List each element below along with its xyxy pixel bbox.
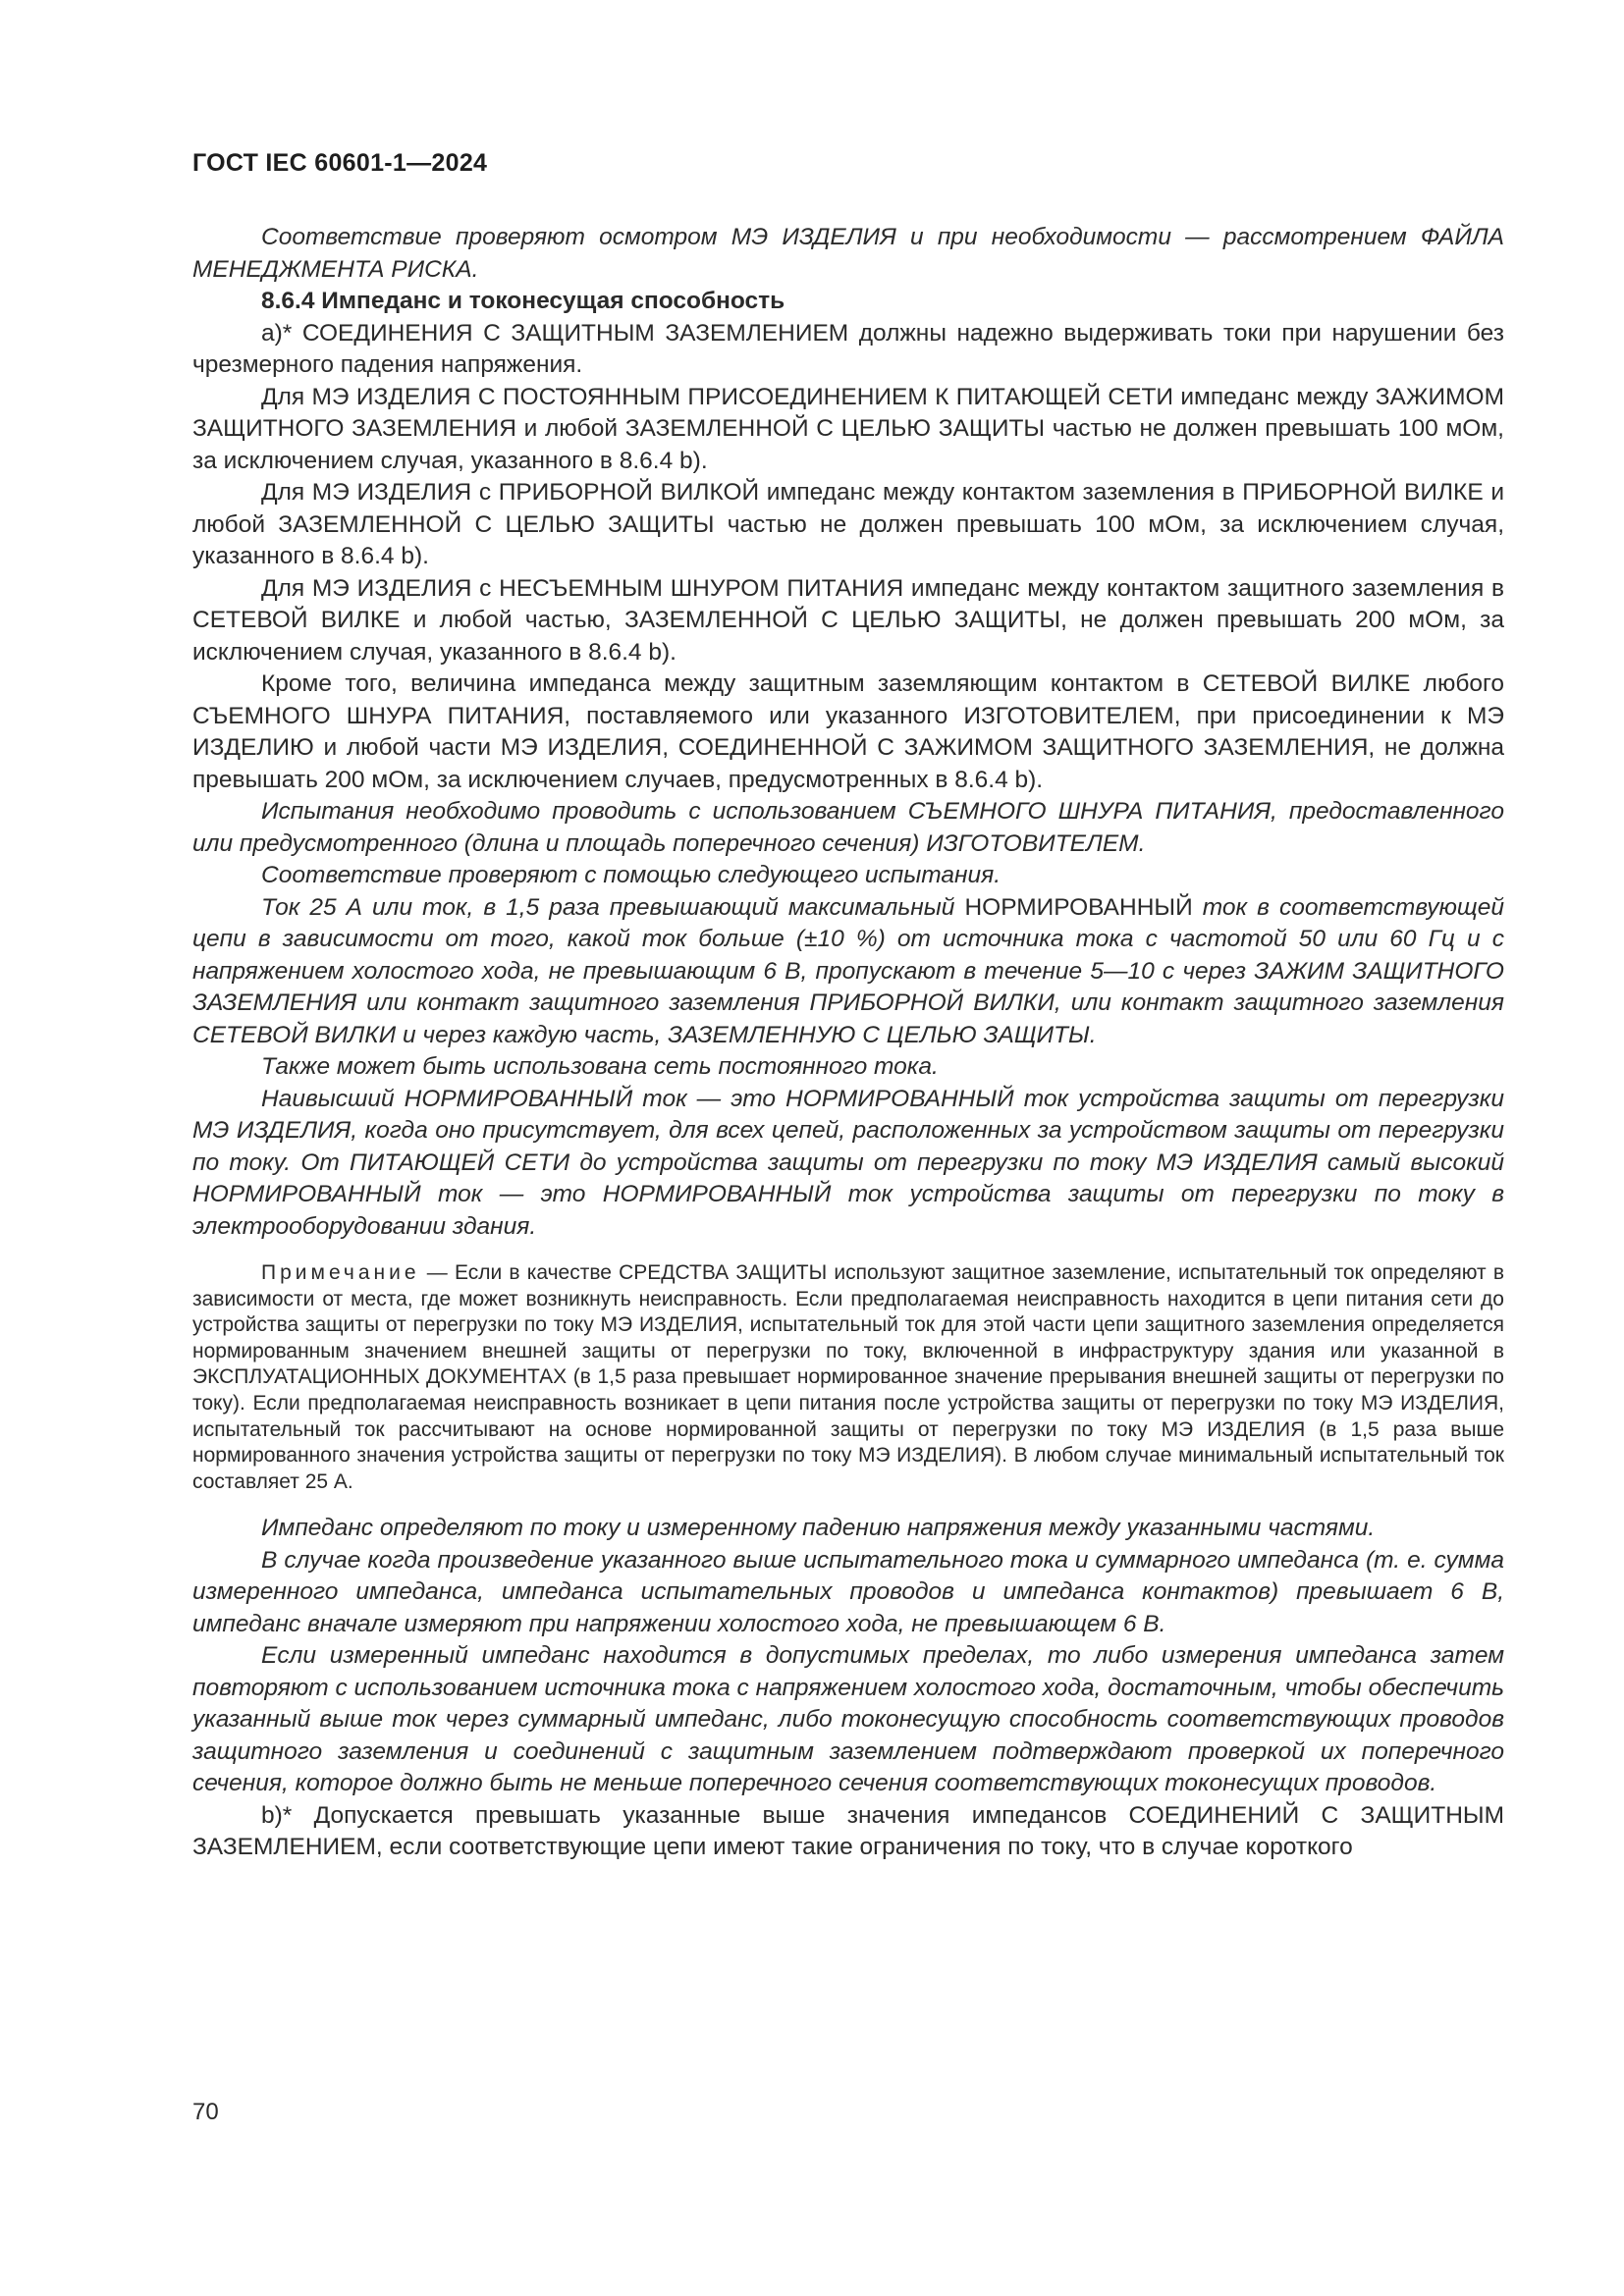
paragraph-appliance-inlet: Для МЭ ИЗДЕЛИЯ с ПРИБОРНОЙ ВИЛКОЙ импеданс между контактом заземления в ПРИБОРНОЙ ВИЛКЕ и любой ЗАЗЕМЛЕННОЙ С ЦЕЛЬЮ ЗАЩИТЫ частью не должен превышать 100 мОм, за исключением случая, указанного в 8.6.4 b).: [192, 479, 1504, 569]
paragraph-dc-supply: Также может быть использована сеть постоянного тока.: [261, 1053, 939, 1080]
test-current-part-1: Ток 25 А или ток, в 1,5 раза превышающий максимальный: [261, 893, 955, 921]
paragraph-voltage-limit: В случае когда произведение указанного выше испытательного тока и суммарного импеданса (т. е. сумма измеренного импеданса, импеданса испытательных проводов и импеданса контактов) превышает 6 В, импеданс вначале измеряют при напряжении холостого хода, не превышающем 6 В.: [192, 1546, 1504, 1637]
compliance-paragraph: Соответствие проверяют осмотром МЭ ИЗДЕЛИЯ и при необходимости — рассмотрением ФАЙЛА МЕНЕДЖМЕНТА РИСКА.: [192, 224, 1504, 283]
paragraph-a: а)* СОЕДИНЕНИЯ С ЗАЩИТНЫМ ЗАЗЕМЛЕНИЕМ должны надежно выдерживать токи при нарушении без чрезмерного падения напряжения.: [192, 319, 1504, 378]
paragraph-compliance-test: Соответствие проверяют с помощью следующего испытания.: [261, 862, 1001, 888]
test-current-rated: НОРМИРОВАННЫЙ: [964, 893, 1193, 921]
test-current-part-2: ток в соответствующей цепи в зависимости от того, какой ток больше (±10 %) от источника тока с частотой 50 или 60 Гц и с напряжением холостого хода, не превышающим 6 В, пропускают в течение 5—10 с через ЗАЖИМ ЗАЩИТНОГО ЗАЗЕМЛЕНИЯ или контакт защитного заземления ПРИБОРНОЙ ВИЛКИ, или контакт защитного заземления СЕТЕВОЙ ВИЛКИ и через каждую часть, ЗАЗЕМЛЕННУЮ С ЦЕЛЬЮ ЗАЩИТЫ.: [192, 893, 1504, 1048]
page-header-standard: ГОСТ IEC 60601-1—2024: [192, 149, 488, 177]
note-block: [192, 1260, 1504, 1495]
paragraph-repeat-measurement: Если измеренный импеданс находится в допустимых пределах, то либо измерения импеданса затем повторяют с использованием источника тока с напряжением холостого хода, достаточным, чтобы обеспечить указанный выше ток через суммарный импеданс, либо токонесущую способность соответствующих проводов защитного заземления и соединений с защитным заземлением подтверждают проверкой их поперечного сечения, которое должно быть не меньше поперечного сечения соответствующих токонесущих проводов.: [192, 1642, 1504, 1797]
section-title: 8.6.4 Импеданс и токонесущая способность: [261, 288, 785, 314]
paragraph-highest-rated-current: Наивысший НОРМИРОВАННЫЙ ток — это НОРМИРОВАННЫЙ ток устройства защиты от перегрузки МЭ ИЗДЕЛИЯ, когда оно присутствует, для всех цепей, расположенных за устройством защиты от перегрузки по току. От ПИТАЮЩЕЙ СЕТИ до устройства защиты от перегрузки по току МЭ ИЗДЕЛИЯ самый высокий НОРМИРОВАННЫЙ ток — это НОРМИРОВАННЫЙ ток устройства защиты от перегрузки по току в электрооборудовании здания.: [192, 1085, 1504, 1240]
note-label: Примечание: [261, 1261, 420, 1284]
page-content: [192, 222, 1504, 1864]
paragraph-permanent-connection: Для МЭ ИЗДЕЛИЯ С ПОСТОЯННЫМ ПРИСОЕДИНЕНИЕМ К ПИТАЮЩЕЙ СЕТИ импеданс между ЗАЖИМОМ ЗАЩИТНОГО ЗАЗЕМЛЕНИЯ и любой ЗАЗЕМЛЕННОЙ С ЦЕЛЬЮ ЗАЩИТЫ частью не должен превышать 100 мОм, за исключением случая, указанного в 8.6.4 b).: [192, 383, 1504, 474]
paragraph-b: b)* Допускается превышать указанные выше значения импедансов СОЕДИНЕНИЙ С ЗАЩИТНЫМ ЗАЗЕМЛЕНИЕМ, если соответствующие цепи имеют такие ограничения по току, что в случае короткого: [192, 1801, 1504, 1861]
paragraph-non-detachable-cord: Для МЭ ИЗДЕЛИЯ с НЕСЪЕМНЫМ ШНУРОМ ПИТАНИЯ импеданс между контактом защитного заземления в СЕТЕВОЙ ВИЛКЕ и любой частью, ЗАЗЕМЛЕННОЙ С ЦЕЛЬЮ ЗАЩИТЫ, не должен превышать 200 мОм, за исключением случая, указанного в 8.6.4 b).: [192, 574, 1504, 666]
paragraph-test-current: [192, 892, 1504, 1052]
paragraph-test-cord: Испытания необходимо проводить с использованием СЪЕМНОГО ШНУРА ПИТАНИЯ, предоставленного или предусмотренного (длина и площадь поперечного сечения) ИЗГОТОВИТЕЛЕМ.: [192, 798, 1504, 857]
paragraph-impedance-determination: Импеданс определяют по току и измеренному падению напряжения между указанными частями.: [261, 1515, 1376, 1542]
page-number: 70: [192, 2099, 219, 2125]
note-text: — Если в качестве СРЕДСТВА ЗАЩИТЫ используют защитное заземление, испытательный ток определяют в зависимости от места, где может возникнуть неисправность. Если предполагаемая неисправность находится в цепи питания сети до устройства защиты от перегрузки по току МЭ ИЗДЕЛИЯ, испытательный ток для этой части цепи защитного заземления определяется нормированным значением внешней защиты от перегрузки по току, включенной в инфраструктуру здания или указанной в ЭКСПЛУАТАЦИОННЫХ ДОКУМЕНТАХ (в 1,5 раза превышает нормированное значение прерывания внешней защиты от перегрузки по току). Если предполагаемая неисправность возникает в цепи питания после устройства защиты от перегрузки по току МЭ ИЗДЕЛИЯ, испытательный ток рассчитывают на основе нормированной защиты от перегрузки по току МЭ ИЗДЕЛИЯ (в 1,5 раза выше нормированного значения устройства защиты от перегрузки по току МЭ ИЗДЕЛИЯ). В любом случае минимальный испытательный ток составляет 25 А.: [192, 1261, 1504, 1493]
paragraph-detachable-cord: Кроме того, величина импеданса между защитным заземляющим контактом в СЕТЕВОЙ ВИЛКЕ любого СЪЕМНОГО ШНУРА ПИТАНИЯ, поставляемого или указанного ИЗГОТОВИТЕЛЕМ, при присоединении к МЭ ИЗДЕЛИЮ и любой части МЭ ИЗДЕЛИЯ, СОЕДИНЕННОЙ С ЗАЖИМОМ ЗАЩИТНОГО ЗАЗЕМЛЕНИЯ, не должна превышать 200 мОм, за исключением случаев, предусмотренных в 8.6.4 b).: [192, 670, 1504, 793]
